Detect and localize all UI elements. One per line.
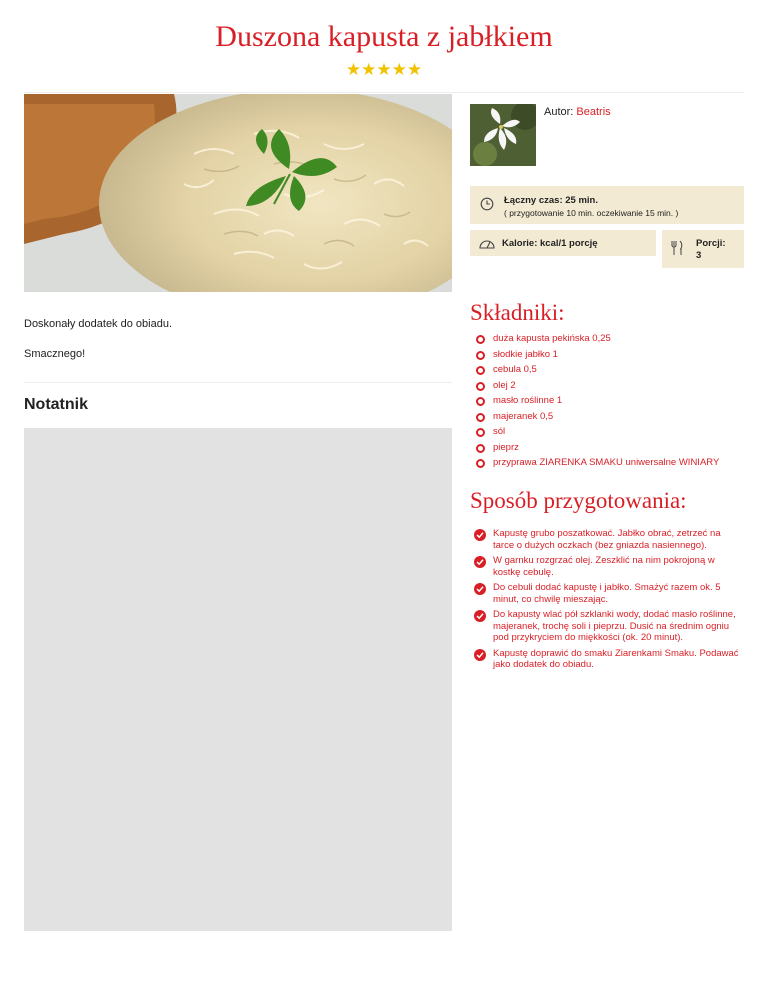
portions-label: Porcji:: [696, 238, 726, 249]
star-icon[interactable]: ★: [391, 60, 407, 79]
step-item: [474, 555, 744, 578]
author-avatar[interactable]: [470, 104, 536, 166]
ingredient-text: przyprawa ZIARENKA SMAKU uniwersalne WINIARY: [493, 457, 720, 468]
time-detail: ( przygotowanie 10 min. oczekiwanie 15 min. ): [504, 208, 679, 218]
ingredient-item: [476, 347, 719, 363]
ingredient-text: pieprz: [493, 441, 519, 453]
star-icon[interactable]: ★: [376, 60, 392, 79]
check-icon[interactable]: [474, 529, 486, 541]
ingredient-text: olej 2: [493, 379, 516, 391]
divider: [24, 92, 744, 93]
time-box: [470, 186, 744, 224]
cutlery-icon: [670, 240, 684, 261]
calories-box: [470, 230, 656, 256]
rating-stars[interactable]: [0, 60, 768, 80]
check-icon[interactable]: [474, 583, 486, 595]
portions-box: [662, 230, 744, 268]
check-icon[interactable]: [474, 610, 486, 622]
recipe-description: [24, 318, 452, 378]
ingredient-text: duża kapusta pekińska 0,25: [493, 333, 611, 344]
bullet-icon: [476, 351, 485, 360]
ingredient-item: [476, 440, 719, 456]
author-line: [544, 106, 611, 118]
bullet-icon: [476, 366, 485, 375]
step-text: Do kapusty wlać pół szklanki wody, dodać masło roślinne, majeranek, trochę soli i pieprzu. Dusić na średnim ogniu pod przykryciem do miękkości (ok. 20 minut).: [493, 609, 736, 643]
check-icon[interactable]: [474, 649, 486, 661]
bullet-icon: [476, 413, 485, 422]
bullet-icon: [476, 428, 485, 437]
ingredient-text: majeranek 0,5: [493, 410, 554, 422]
ingredient-item: [476, 331, 719, 347]
star-icon[interactable]: ★: [345, 60, 362, 79]
bullet-icon: [476, 459, 485, 468]
clock-icon: [480, 197, 494, 216]
ingredient-text: cebula 0,5: [493, 364, 537, 375]
ingredient-item: [476, 393, 719, 409]
check-icon[interactable]: [474, 556, 486, 568]
step-text: Kapustę doprawić do smaku Ziarenkami Smaku. Podawać jako dodatek do obiadu.: [493, 647, 739, 670]
recipe-title: Duszona kapusta z jabłkiem: [215, 20, 553, 53]
ingredient-text: sól: [493, 426, 506, 437]
step-item: [474, 648, 744, 671]
bullet-icon: [476, 382, 485, 391]
steps-list: [474, 528, 744, 675]
ingredient-text: masło roślinne 1: [493, 395, 563, 406]
bullet-icon: [476, 397, 485, 406]
calories-text: Kalorie: kcal/1 porcję: [502, 238, 598, 249]
bullet-icon: [476, 335, 485, 344]
ingredient-item: [476, 409, 719, 425]
bullet-icon: [476, 444, 485, 453]
ingredients-heading: Składniki:: [470, 300, 565, 325]
recipe-photo: [24, 94, 452, 292]
step-item: [474, 609, 744, 644]
steps-heading: Sposób przygotowania:: [470, 488, 687, 513]
ingredients-list: [476, 331, 719, 471]
ingredient-item: [476, 362, 719, 378]
description-line: Doskonały dodatek do obiadu.: [24, 318, 172, 330]
notes-heading: Notatnik: [24, 396, 88, 413]
step-item: [474, 582, 744, 605]
divider: [24, 382, 452, 383]
ingredient-text: słodkie jabłko 1: [493, 348, 558, 360]
step-item: [474, 528, 744, 551]
ingredient-item: [476, 378, 719, 394]
step-text: W garnku rozgrzać olej. Zeszklić na nim pokrojoną w kostkę cebulę.: [493, 555, 715, 578]
ingredient-item: [476, 455, 719, 471]
description-line: Smacznego!: [24, 348, 86, 360]
step-text: Kapustę grubo poszatkować. Jabłko obrać, zetrzeć na tarce o dużych oczkach (bez gniazda nasiennego).: [493, 528, 721, 551]
star-icon[interactable]: ★: [406, 60, 423, 79]
total-time: Łączny czas: 25 min.: [504, 195, 598, 206]
portions-value: 3: [696, 250, 702, 261]
step-text: Do cebuli dodać kapustę i jabłko. Smażyć razem ok. 5 minut, co chwilę mieszając.: [493, 582, 721, 605]
author-label: Autor:: [544, 106, 574, 118]
gauge-icon: [478, 236, 496, 255]
star-icon[interactable]: ★: [361, 60, 377, 79]
notes-area[interactable]: [24, 428, 452, 931]
ingredient-item: [476, 424, 719, 440]
author-link[interactable]: Beatris: [576, 106, 611, 118]
